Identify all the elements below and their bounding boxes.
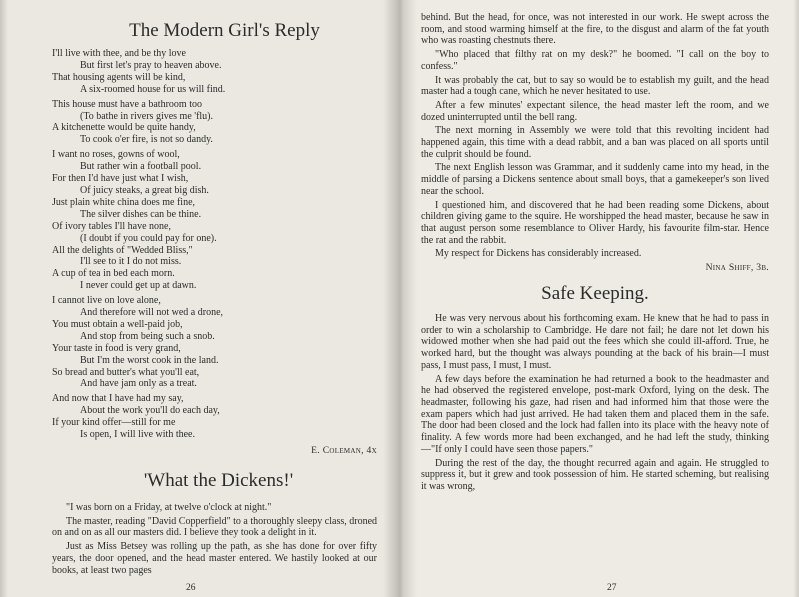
poem-body bbox=[52, 48, 377, 441]
book-gutter bbox=[383, 0, 417, 597]
poem-line: For then I'd have just what I wish, bbox=[52, 173, 189, 185]
poem-line: I'll live with thee, and be thy love bbox=[52, 48, 186, 59]
poem-line: Of juicy steaks, a great big dish. bbox=[80, 184, 209, 196]
paragraph: I questioned him, and discovered that he had been reading some Dickens, about children giving game to the squire. He worshipped the head master, because he saw in that august person some resemblance to Oliver Hardy, his favourite film-star. Hence the rat and the rabbit. bbox=[421, 199, 769, 246]
poem-line: I'll see to it I do not miss. bbox=[80, 256, 182, 268]
poem-line: I cannot live on love alone, bbox=[52, 295, 161, 307]
paragraph: After a few minutes' expectant silence, the head master left the room, and we dozed uninterrupted until the bell rang. bbox=[421, 99, 769, 123]
poem-line: (To bathe in rivers gives me 'flu). bbox=[80, 110, 214, 122]
paragraph: Just as Miss Betsey was rolling up the path, as she has done for over fifty years, the door opened, and the head master entered. We hastily looked at our books, at least two pages bbox=[52, 541, 377, 576]
story-title: 'What the Dickens!' bbox=[143, 470, 294, 491]
page-number: 26 bbox=[186, 583, 196, 593]
poem-line: About the work you'll do each day, bbox=[80, 405, 220, 417]
poem-line: And have jam only as a treat. bbox=[80, 378, 197, 390]
poem-stanza bbox=[52, 149, 377, 292]
poem-line: But I'm the worst cook in the land. bbox=[80, 354, 219, 366]
paragraph: It was probably the cat, but to say so would be to establish my guilt, and the head master had a tough cane, which he never hesitated to use. bbox=[421, 74, 769, 98]
poem-line: You must obtain a well-paid job, bbox=[52, 318, 183, 330]
story-body bbox=[52, 502, 377, 576]
poem-signature: E. Coleman, 4x bbox=[311, 445, 377, 456]
poem-line: So bread and butter's what you'll eat, bbox=[52, 366, 200, 378]
paragraph: The master, reading "David Copperfield" to a thoroughly sleepy class, droned on and on as all our masters did. I believe they took a delight in it. bbox=[52, 515, 378, 539]
poem-line: Just plain white china does me fine, bbox=[52, 196, 196, 208]
right-page bbox=[399, 0, 799, 597]
poem-line: A cup of tea in bed each morn. bbox=[52, 268, 175, 280]
safe-keeping-body bbox=[421, 313, 769, 493]
poem-line: Of ivory tables I'll have none, bbox=[52, 220, 171, 232]
poem-line: (I doubt if you could pay for one). bbox=[80, 232, 217, 244]
poem-line: And therefore will not wed a drone, bbox=[80, 307, 224, 319]
story-continuation bbox=[421, 12, 769, 260]
poem-line: That housing agents will be kind, bbox=[52, 71, 186, 83]
safe-keeping-title: Safe Keeping. bbox=[541, 283, 649, 305]
poem-line: I never could get up at dawn. bbox=[80, 280, 197, 292]
poem-line: All the delights of "Wedded Bliss," bbox=[52, 244, 193, 256]
poem-line: If your kind offer—still for me bbox=[52, 417, 176, 429]
poem-line: But first let's pray to heaven above. bbox=[80, 59, 222, 71]
poem-line: Is open, I will live with thee. bbox=[80, 429, 195, 441]
poem-line: A kitchenette would be quite handy, bbox=[52, 122, 196, 134]
poem-line: And stop from being such a snob. bbox=[80, 330, 215, 342]
page-edge bbox=[793, 0, 799, 597]
paragraph: During the rest of the day, the thought recurred again and again. He struggled to suppress it, but it grew and took possession of him. He started scheming, but realising it was wrong, bbox=[421, 457, 769, 492]
poem-line: The silver dishes can be thine. bbox=[80, 208, 202, 220]
paragraph: "Who placed that filthy rat on my desk?" he boomed. "I call on the boy to confess." bbox=[421, 49, 769, 72]
story-signature: Nina Shiff, 3b. bbox=[705, 262, 769, 274]
poem-stanza bbox=[52, 295, 377, 390]
left-page bbox=[0, 0, 399, 597]
poem-line: But rather win a football pool. bbox=[80, 161, 202, 173]
paragraph: behind. But the head, for once, was not interested in our work. He swept across the room, and stood warming himself at the fire, to the disgust and alarm of the fat youth who was roasting chestnuts there. bbox=[421, 12, 769, 47]
poem-line: I want no roses, gowns of wool, bbox=[52, 149, 180, 161]
poem-stanza bbox=[52, 99, 377, 147]
paragraph: He was very nervous about his forthcoming exam. He knew that he had to pass in order to win a scholarship to Cambridge. He dare not fail; he dare not let down his widowed mother when she had paid out the fees which she could ill-afford. True, he worked hard, but the thought was always pounding at the back of his brain—I must pass, I must pass, I must, I must. bbox=[421, 313, 769, 371]
poem-line: To cook o'er fire, is not so dandy. bbox=[80, 134, 213, 146]
paragraph: The next English lesson was Grammar, and it suddenly came into my head, in the middle of parsing a Dickens sentence about small boys, that a gamekeeper's son lived near the school. bbox=[421, 162, 769, 197]
paragraph: The next morning in Assembly we were told that this revolting incident had happened again, this time with a dead rabbit, and a ban was placed on all sports until the culprit should be found. bbox=[421, 125, 769, 160]
paragraph: A few days before the examination he had returned a book to the headmaster and he had observed the registered envelope, post-mark Oxford, lying on the desk. The headmaster, following his gaze, had risen and had informed him that those were the exam papers which had just arrived. He had taken them and placed them in the safe. The door had been closed and the lock had fallen into its place with the heavy note of finality. A few words more had been exchanged, and he had left the study, thinking—"If only I could have seen those papers." bbox=[421, 373, 769, 455]
page-number: 27 bbox=[607, 583, 617, 593]
poem-line: And now that I have had my say, bbox=[52, 393, 184, 405]
poem-title: The Modern Girl's Reply bbox=[129, 20, 320, 41]
poem-line: This house must have a bathroom too bbox=[52, 98, 202, 110]
poem-stanza bbox=[52, 393, 377, 441]
poem-stanza bbox=[52, 48, 377, 96]
paragraph: My respect for Dickens has considerably increased. bbox=[435, 248, 642, 260]
poem-line: Your taste in food is very grand, bbox=[52, 342, 181, 354]
page-edge bbox=[0, 0, 8, 597]
poem-line: A six-roomed house for us will find. bbox=[80, 83, 226, 95]
paragraph: "I was born on a Friday, at twelve o'clock at night." bbox=[66, 502, 272, 513]
